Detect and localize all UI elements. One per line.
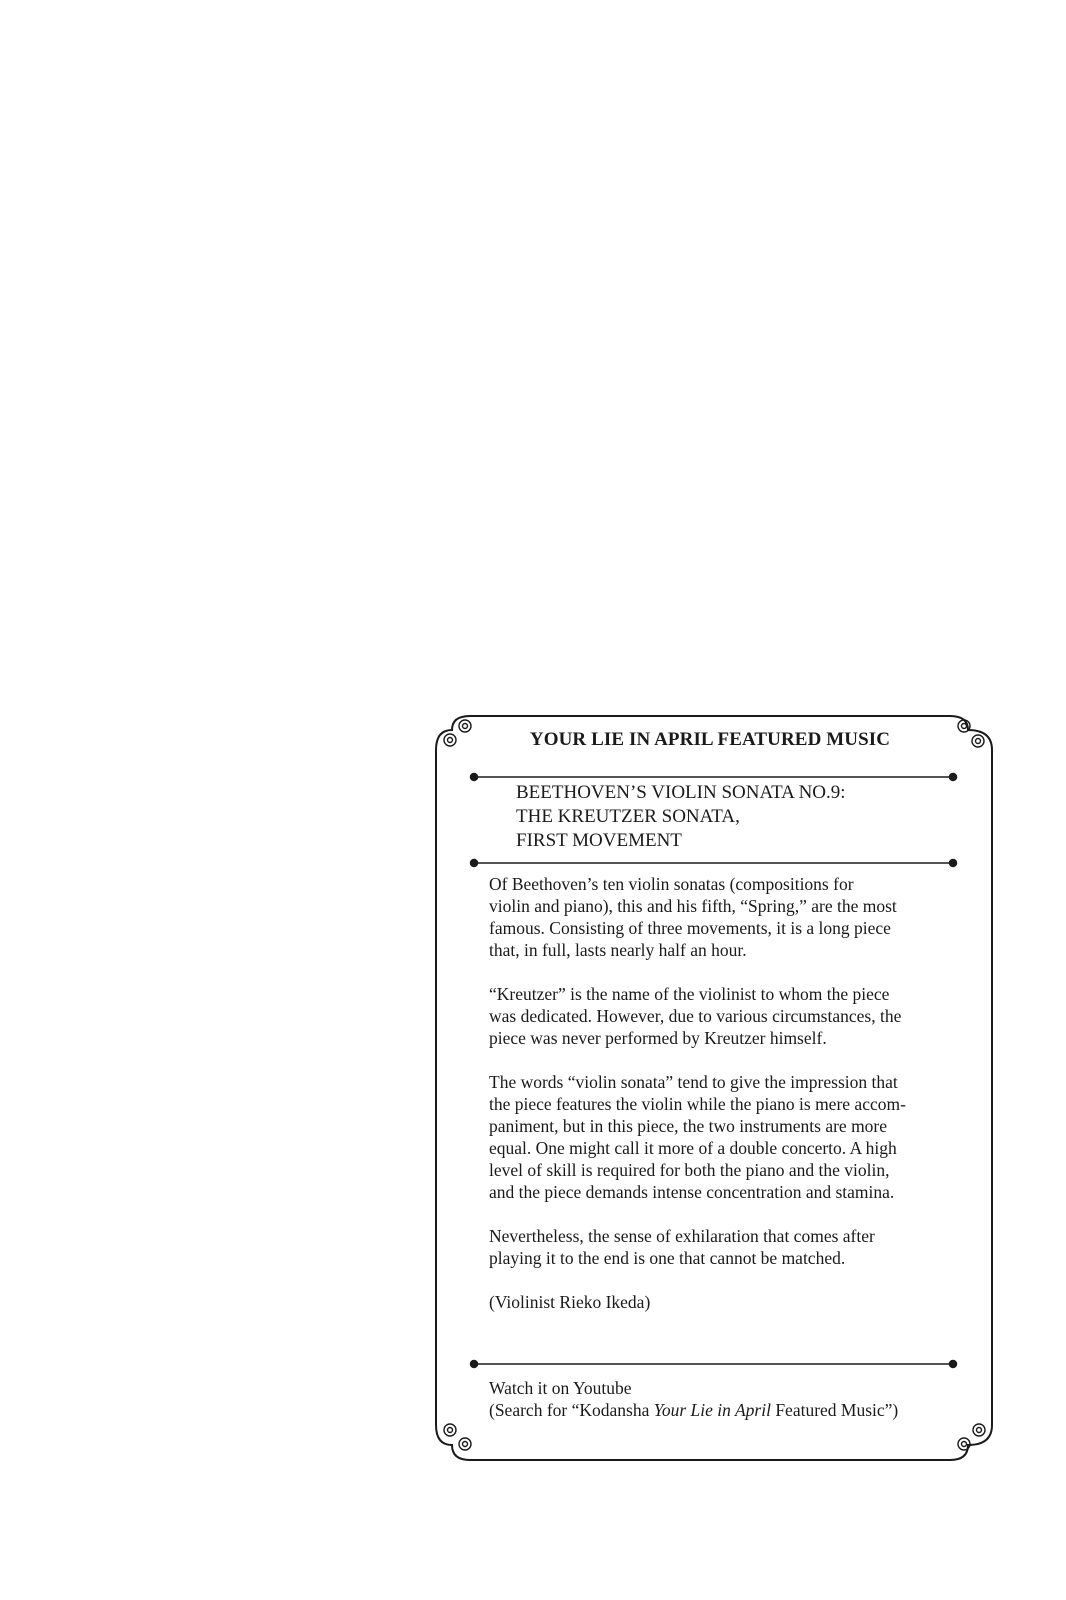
divider-bottom bbox=[471, 1361, 957, 1368]
piece-title bbox=[516, 781, 936, 853]
text-line: violin and piano), this and his fifth, “Spring,” are the most bbox=[489, 896, 897, 916]
text-line: equal. One might call it more of a double concerto. A high bbox=[489, 1138, 897, 1158]
paragraph-attribution bbox=[489, 1291, 944, 1313]
search-italic-title: Your Lie in April bbox=[653, 1400, 771, 1420]
paragraph-sonata bbox=[489, 1071, 944, 1203]
corner-swirl-icon bbox=[444, 1424, 471, 1450]
piece-title-line: BEETHOVEN’S VIOLIN SONATA NO.9: bbox=[516, 782, 846, 803]
piece-title-line: THE KREUTZER SONATA, bbox=[516, 806, 740, 827]
text-line: level of skill is required for both the piano and the violin, bbox=[489, 1160, 890, 1180]
text-line: was dedicated. However, due to various circumstances, the bbox=[489, 1006, 902, 1026]
piece-title-line: FIRST MOVEMENT bbox=[516, 830, 682, 851]
text-line: and the piece demands intense concentration and stamina. bbox=[489, 1182, 895, 1202]
text-line: that, in full, lasts nearly half an hour. bbox=[489, 940, 747, 960]
paragraph-intro bbox=[489, 873, 944, 961]
divider-middle bbox=[471, 860, 957, 867]
text-line: the piece features the violin while the piano is mere accom- bbox=[489, 1094, 906, 1114]
youtube-line: Watch it on Youtube bbox=[489, 1378, 632, 1398]
text-line: Of Beethoven’s ten violin sonatas (compositions for bbox=[489, 874, 854, 894]
youtube-search-line bbox=[489, 1399, 959, 1421]
text-line: famous. Consisting of three movements, it is a long piece bbox=[489, 918, 891, 938]
youtube-note bbox=[489, 1377, 959, 1421]
description-body bbox=[489, 873, 944, 1335]
text-line: playing it to the end is one that cannot be matched. bbox=[489, 1248, 846, 1268]
text-line: Nevertheless, the sense of exhilaration that comes after bbox=[489, 1226, 875, 1246]
paragraph-exhilaration bbox=[489, 1225, 944, 1269]
text-line: “Kreutzer” is the name of the violinist to whom the piece bbox=[489, 984, 890, 1004]
text-line: The words “violin sonata” tend to give the impression that bbox=[489, 1072, 898, 1092]
divider-top bbox=[471, 774, 957, 781]
search-suffix: Featured Music”) bbox=[770, 1400, 899, 1420]
paragraph-kreutzer bbox=[489, 983, 944, 1049]
text-line: paniment, but in this piece, the two instruments are more bbox=[489, 1116, 888, 1136]
featured-music-heading: YOUR LIE IN APRIL FEATURED MUSIC bbox=[529, 729, 891, 750]
search-prefix: (Search for “Kodansha bbox=[489, 1400, 654, 1420]
attribution-line: (Violinist Rieko Ikeda) bbox=[489, 1292, 651, 1312]
corner-swirl-icon bbox=[958, 1424, 985, 1450]
text-line: piece was never performed by Kreutzer himself. bbox=[489, 1028, 827, 1048]
